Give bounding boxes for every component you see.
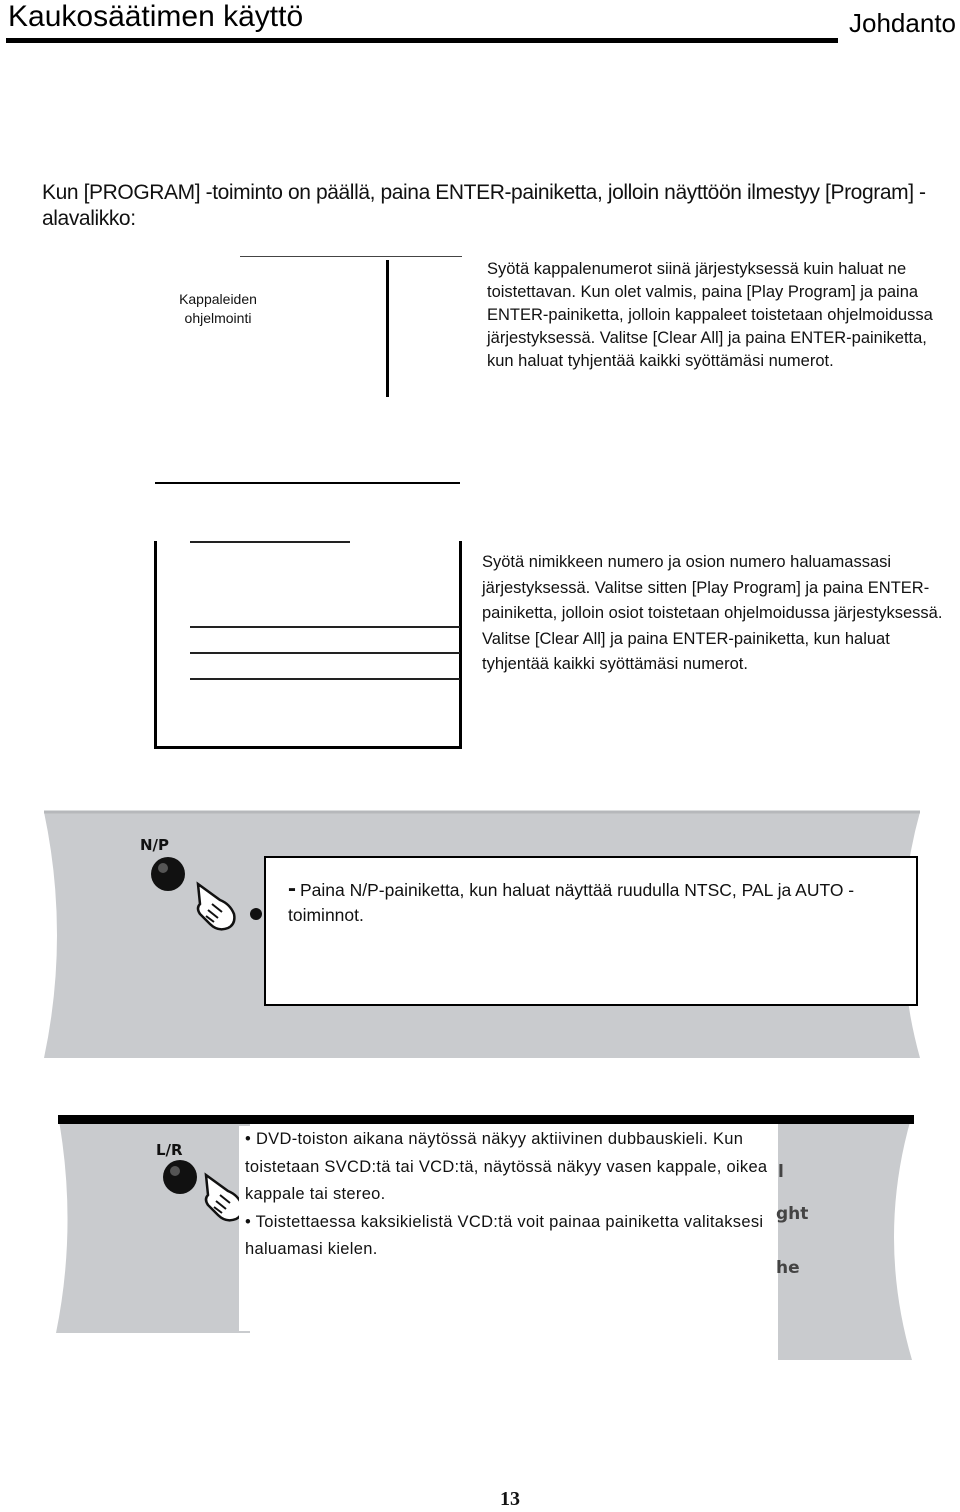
program-box-row-line — [190, 678, 350, 680]
lr-note-text — [245, 1126, 770, 1264]
program-box-row-line — [190, 541, 350, 543]
partial-label-1: l — [778, 1162, 784, 1182]
np-note-body: Paina N/P-painiketta, kun haluat näyttää ruudulla NTSC, PAL ja AUTO -toiminnot. — [288, 880, 855, 925]
program-box-row-line — [190, 652, 350, 654]
partial-label-2: ght — [776, 1204, 809, 1224]
lr-button-label: L/R — [156, 1141, 183, 1159]
intro-paragraph: Kun [PROGRAM] -toiminto on päällä, paina ENTER-painiketta, jolloin näyttöön ilmestyy [Program] -alavalikko: — [42, 181, 926, 230]
track-program-label-line1: Kappaleiden — [179, 291, 257, 307]
np-button-label: N/P — [140, 836, 170, 854]
round-button-icon — [163, 1160, 197, 1194]
lr-note-bullet-2: • Toistettaessa kaksikielistä VCD:tä voit painaa painiketta valitaksesi haluamasi kielen. — [245, 1212, 764, 1258]
program-box-right-border — [459, 541, 462, 749]
menu-divider-line — [386, 260, 389, 397]
program-box-row-line — [190, 626, 350, 628]
lr-note-bullet-1: • DVD-toiston aikana näytössä näkyy aktiivinen dubbauskieli. Kun toistetaan SVCD:tä tai VCD:tä, näytössä näkyy vasen kappale, oikea kappale tai stereo. — [245, 1130, 768, 1203]
program-box-bottom-border — [154, 746, 462, 749]
np-note-text — [288, 876, 888, 928]
lr-note-box — [239, 1126, 774, 1331]
round-button-icon — [151, 857, 185, 891]
program-box-row-line — [350, 652, 460, 654]
program-box-top-line — [155, 482, 460, 484]
partial-label-3: he — [776, 1258, 800, 1278]
title-program-description: Syötä nimikkeen numero ja osion numero haluamassasi järjestyksessä. Valitse sitten [Play Program] ja paina ENTER-painiketta, jolloin osiot toistetaan ohjelmoidussa järjestyksessä. Valitse [Clear All] ja paina ENTER-painiketta, kun haluat tyhjentää kaikki syöttämäsi numerot. — [482, 553, 943, 673]
track-program-label — [160, 290, 276, 328]
remote-panel-top-bar — [58, 1115, 914, 1124]
menu-illustration-line — [240, 256, 462, 257]
note-dash: - — [288, 875, 296, 902]
track-program-label-line2: ohjelmointi — [184, 310, 252, 326]
page-title: Kaukosäätimen käyttö — [8, 0, 304, 33]
program-box-row-line — [350, 678, 460, 680]
page-number: 13 — [500, 1488, 520, 1510]
program-box-left-border — [154, 541, 157, 749]
track-program-description: Syötä kappalenumerot siinä järjestyksessä kuin haluat ne toistettavan. Kun olet valmis, paina [Play Program] ja paina ENTER-painiketta, jolloin kappaleet toistetaan ohjelmoidussa järjestyksessä. Valitse [Clear All] ja paina ENTER-painiketta, kun haluat tyhjentää kaikki syöttämäsi numerot. — [487, 260, 933, 370]
section-title: Johdanto — [849, 8, 956, 38]
header-rule — [6, 38, 838, 43]
np-note-box — [264, 856, 918, 1006]
program-box-row-line — [350, 626, 460, 628]
